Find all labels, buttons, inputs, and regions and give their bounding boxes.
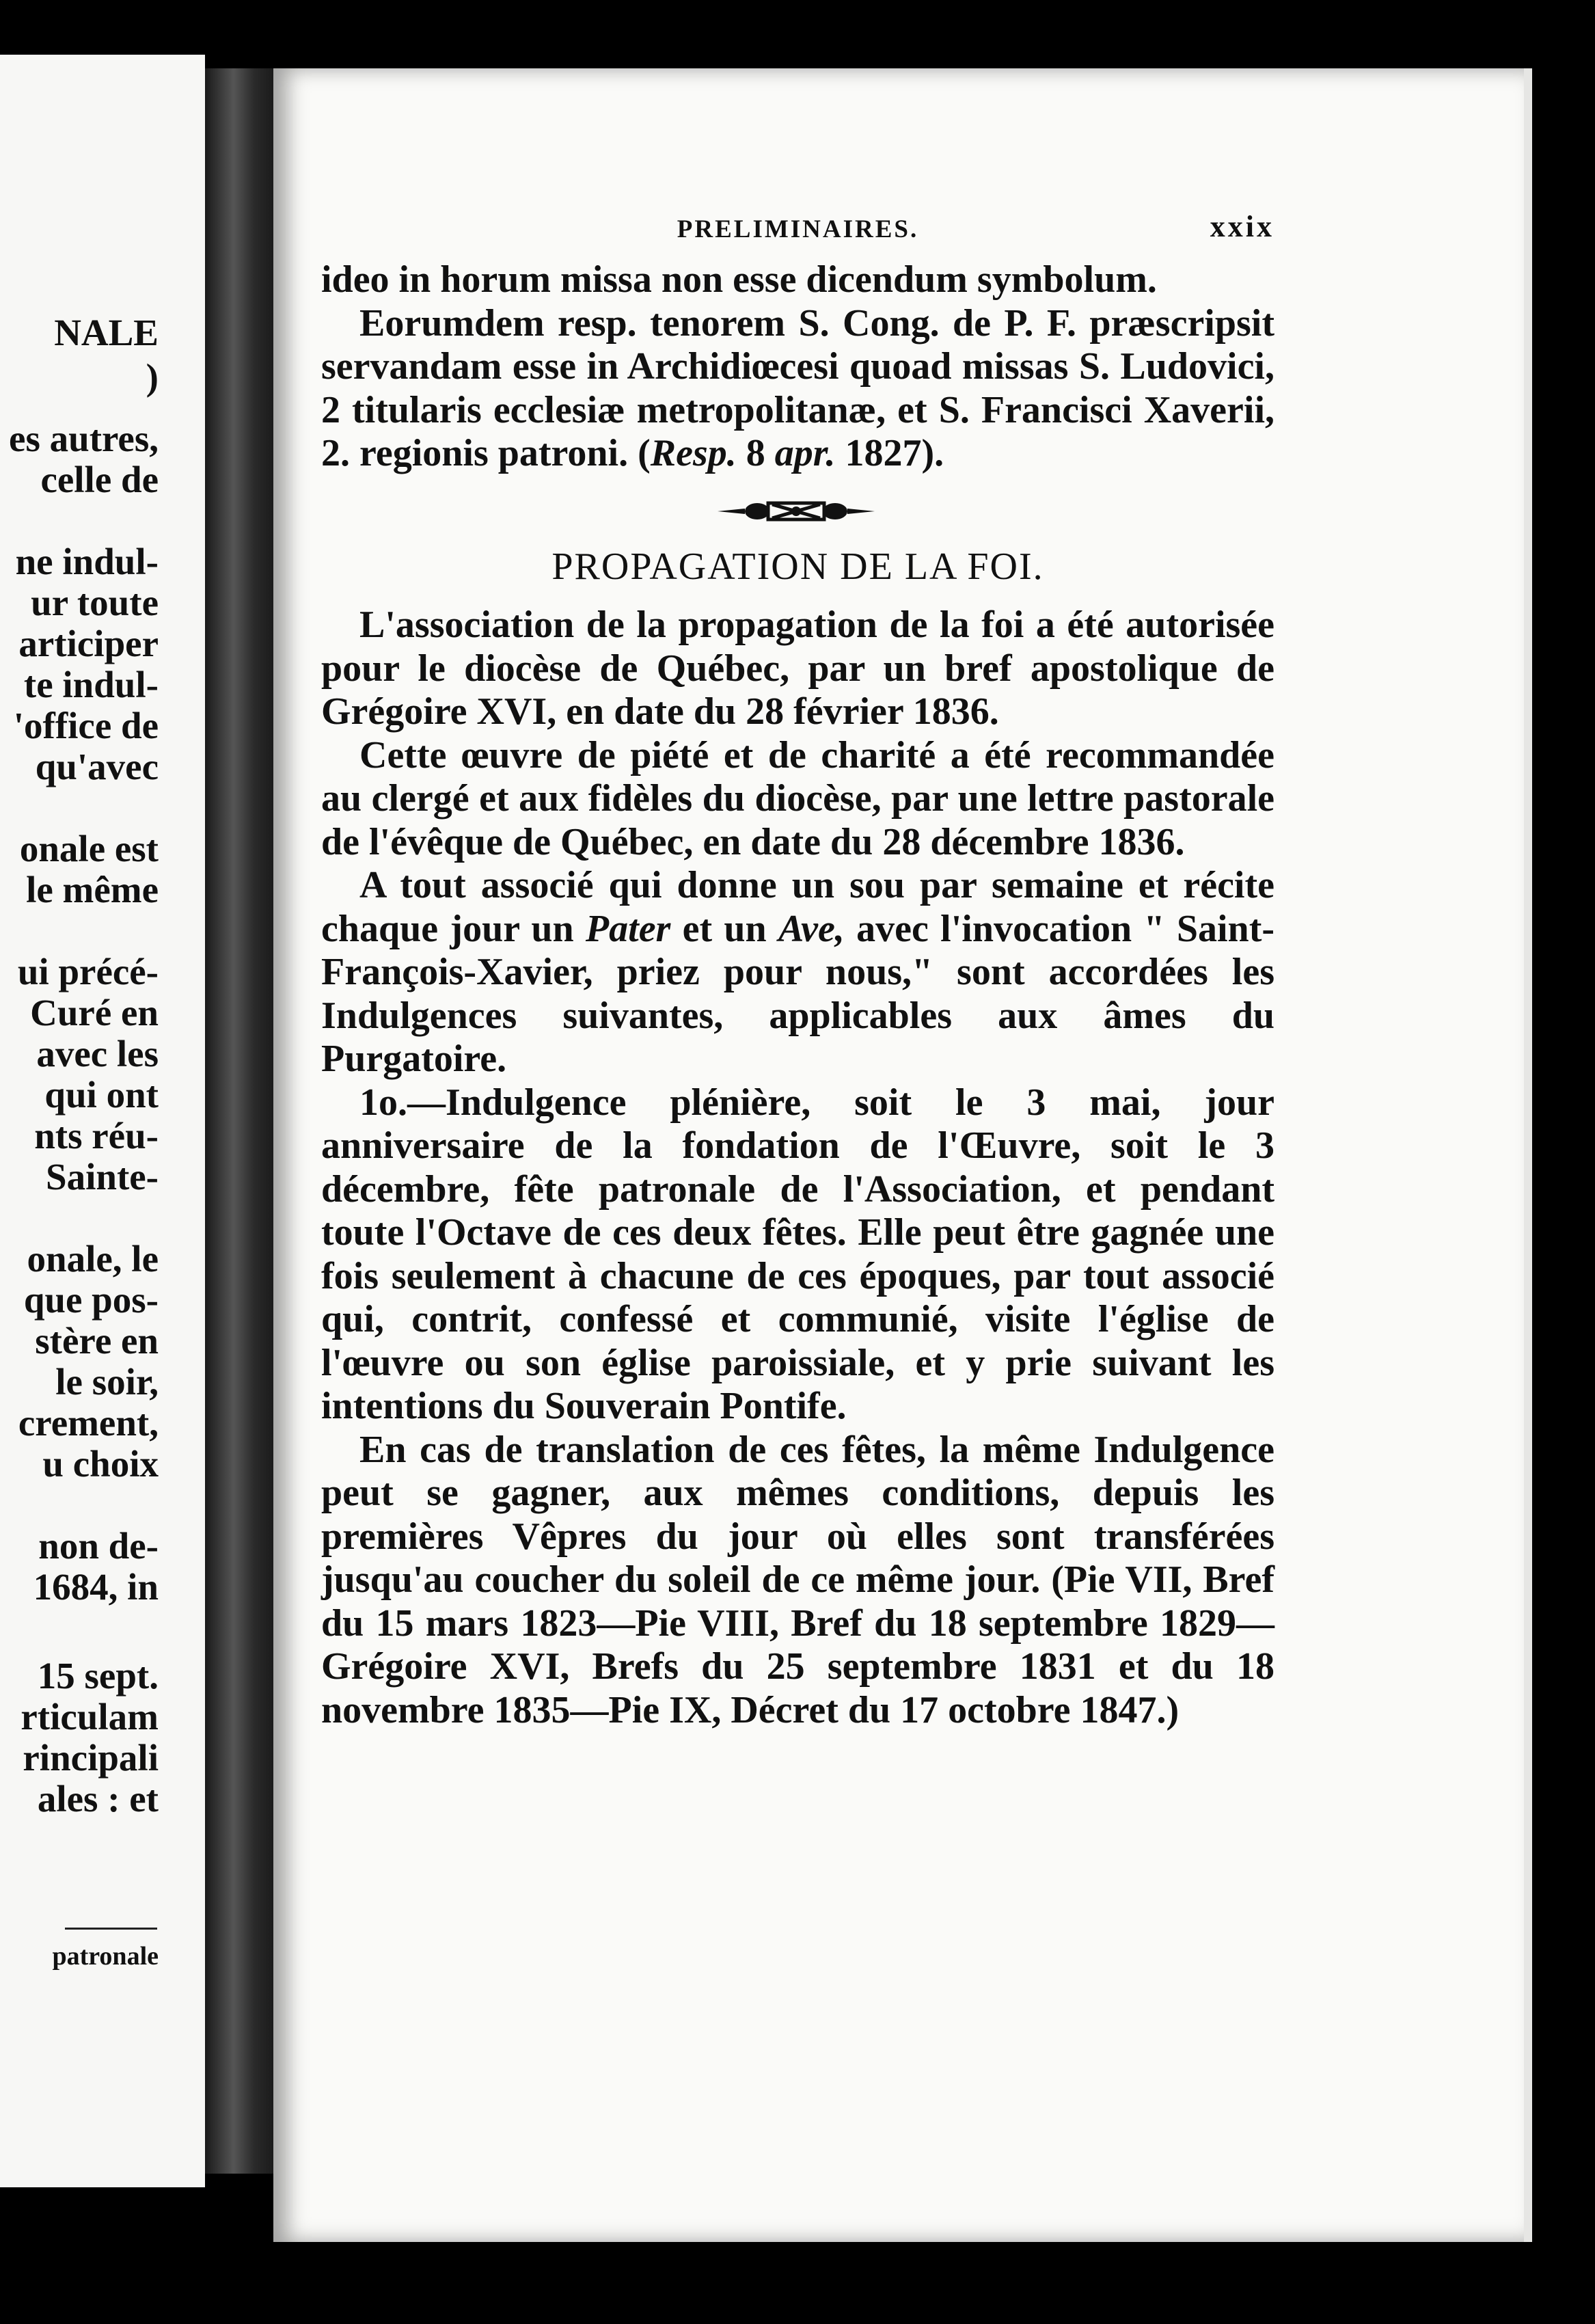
previous-page-fragment [0, 55, 205, 2187]
left-page-line: le même [26, 869, 159, 910]
left-page-line: ales : et [37, 1778, 159, 1820]
left-page-line: te indul- [23, 664, 159, 705]
left-page-line: onale est [19, 828, 159, 869]
page-edge [1524, 68, 1532, 2242]
footnote-rule [65, 1928, 157, 1930]
section-title: PROPAGATION DE LA FOI. [551, 545, 1044, 588]
paragraph: 1o.—Indulgence plénière, soit le 3 mai, jour anniversaire de la fondation de l'Œuvre, soit le 3 décembre, fête patronale de l'Association, et pendant toute l'Octave de ces deux fêtes. Elle peut être gagnée une fois seulement à chacune de ces époques, par tout associé qui, contrit, confessé et communié, visite l'église de l'œuvre ou son église paroissiale, et y prie suivant les intentions du Souverain Pontife. [321, 1081, 1274, 1427]
left-page-line: qu'avec [35, 746, 159, 787]
left-page-line: celle de [40, 459, 159, 500]
left-page-line: u choix [42, 1443, 159, 1485]
left-page-line: ne indul- [15, 541, 159, 582]
left-page-line: ur toute [31, 582, 159, 623]
paragraph: ideo in horum missa non esse dicendum symbolum. [321, 258, 1157, 301]
paragraph: En cas de translation de ces fêtes, la même Indulgence peut se gagner, aux mêmes conditions, depuis les premières Vêpres du jour où elles sont transférées jusqu'au coucher du soleil de ce même jour. (Pie VII, Bref du 15 mars 1823—Pie VIII, Bref du 18 septembre 1829—Grégoire XVI, Brefs du 25 septembre 1831 et du 18 novembre 1835—Pie IX, Décret du 17 octobre 1847.) [321, 1428, 1274, 1731]
paragraph: L'association de la propagation de la foi a été autorisée pour le diocèse de Québec, par un bref apostolique de Grégoire XVI, en date du 28 février 1836. [321, 604, 1274, 733]
running-head [321, 205, 1274, 246]
left-page-line: ui précé- [17, 951, 159, 992]
left-page-line: avec les [36, 1033, 159, 1075]
left-page-line: le soir, [55, 1361, 159, 1403]
left-page-line: es autres, [9, 418, 159, 459]
left-page-line: stère en [35, 1320, 159, 1362]
left-page-line: Curé en [30, 992, 159, 1033]
left-page-footnote: patronale [52, 1942, 159, 1971]
paragraph: Cette œuvre de piété et de charité a été recommandée au clergé et aux fidèles du diocèse, par une lettre pastorale de l'évêque de Québec, en date du 28 décembre 1836. [321, 733, 1274, 863]
left-page-line: onale, le [27, 1238, 159, 1280]
left-page-line: non de- [38, 1525, 159, 1567]
left-page-line: NALE [54, 312, 159, 353]
left-page-line: que pos- [23, 1279, 159, 1321]
ornament-icon [718, 496, 875, 526]
left-page-line: 'office de [13, 705, 159, 746]
paragraph: A tout associé qui donne un sou par semaine et récite chaque jour un Pater et un Ave, avec l'invocation " Saint-François-Xavier, priez pour nous," sont accordées les Indulgences suivantes, applicables aux âmes du Purgatoire. [321, 864, 1274, 1080]
left-page-line: rincipali [23, 1737, 159, 1779]
ornament-divider [321, 488, 1274, 536]
left-page-line: rticulam [21, 1696, 159, 1738]
body-text [321, 258, 1274, 1732]
paragraph: Eorumdem resp. tenorem S. Cong. de P. F. præscripsit servandam esse in Archidiœcesi quoad missas S. Ludovici, 2 titularis ecclesiæ metropolitanæ, et S. Francisci Xaverii, 2. regionis patroni. (Resp. 8 apr. 1827). [321, 301, 1274, 474]
left-page-line: crement, [18, 1402, 159, 1444]
left-page-line: 1684, in [33, 1566, 159, 1608]
left-page-line: Sainte- [46, 1156, 159, 1198]
running-title: PRELIMINAIRES. [677, 215, 919, 243]
left-page-line: qui ont [44, 1074, 159, 1116]
left-page-line: articiper [18, 623, 159, 664]
left-page-line: ) [146, 356, 159, 398]
left-page-line: 15 sept. [37, 1655, 159, 1697]
left-page-line: nts réu- [34, 1115, 159, 1157]
page-number: xxix [1210, 210, 1274, 243]
